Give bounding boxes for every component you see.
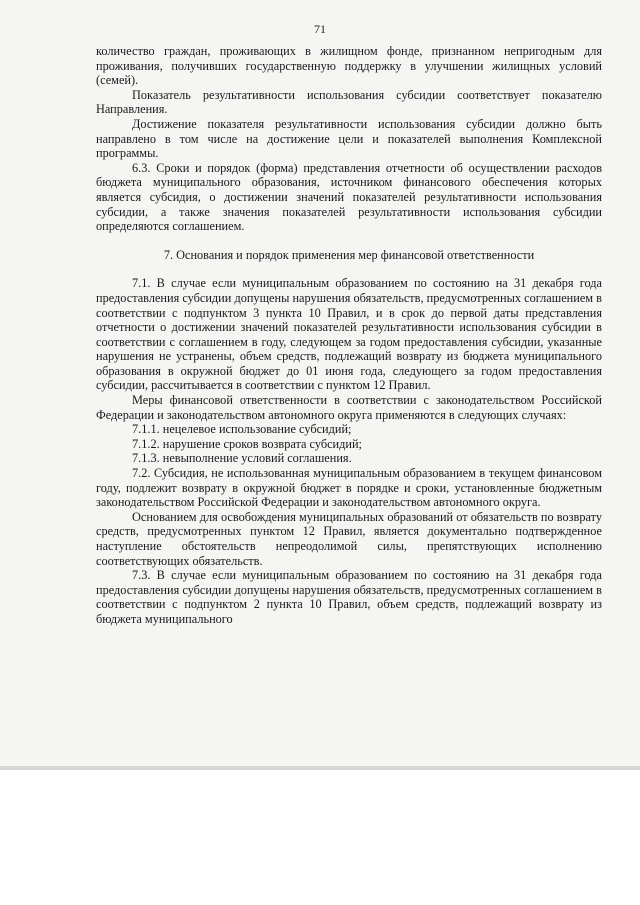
paragraph-achievement: Достижение показателя результативности использования субсидии должно быть направлено в том числе на достижение цели и показателей выполнения Комплексной программы. <box>96 116 602 161</box>
section-heading: 7. Основания и порядок применения мер финансовой ответственности <box>163 247 535 262</box>
paragraph-6-3: 6.3. Сроки и порядок (форма) представления отчетности об осуществлении расходов бюджета муниципального образования, источником финансового обеспечения которых является субсидия, о достижении значений показателей результативности использования субсидии, а также значения показателей результативности использования субсидии определяются соглашением. <box>96 160 602 234</box>
list-item: 7.1.1. нецелевое использование субсидий; <box>132 422 352 437</box>
paragraph-exemption: Основанием для освобождения муниципальных образований от обязательств по возврату средств, предусмотренных пунктом 12 Правил, является документально подтвержденное наступление обстоятельств непреодолимой силы, препятствующих исполнению соответствующих обязательств. <box>96 509 602 568</box>
paragraph-7-2: 7.2. Субсидия, не использованная муниципальным образованием в текущем финансовом году, подлежит возврату в окружной бюджет в порядке и сроки, установленные бюджетным законодательством Российской Федерации и законодательством автономного округа. <box>96 466 602 510</box>
paragraph-indicator: Показатель результативности использования субсидии соответствует показателю Направления. <box>96 87 602 117</box>
list-item: 7.1.2. нарушение сроков возврата субсидий; <box>132 436 362 451</box>
document-body <box>96 44 602 627</box>
page-number: 71 <box>314 22 326 36</box>
paragraph-continuation: количество граждан, проживающих в жилищном фонде, признанном непригодным для проживания, получивших государственную поддержку в улучшении жилищных условий (семей). <box>96 44 602 88</box>
scan-bottom-edge <box>0 766 640 770</box>
paragraph-7-3: 7.3. В случае если муниципальным образованием по состоянию на 31 декабря года предоставления субсидии допущены нарушения обязательств, предусмотренных соглашением в соответствии с подпунктом 2 пункта 10 Правил, объем средств, подлежащий возврату из бюджета муниципального <box>96 568 602 626</box>
paragraph-7-1: 7.1. В случае если муниципальным образованием по состоянию на 31 декабря года предоставления субсидии допущены нарушения обязательств, предусмотренных соглашением в соответствии с подпунктом 3 пункта 10 Правил, и в срок до первой даты представления отчетности о достижении значений показателей результативности использования субсидии в соответствии с соглашением в году, следующем за годом предоставления субсидии, указанные нарушения не устранены, объем средств, подлежащий возврату из бюджета муниципального образования в окружной бюджет до 01 июня года, следующего за годом предоставления субсидии, рассчитывается в соответствии с пунктом 12 Правил. <box>96 276 602 393</box>
list-item: 7.1.3. невыполнение условий соглашения. <box>132 451 352 466</box>
paragraph-measures: Меры финансовой ответственности в соответствии с законодательством Российской Федерации и законодательством автономного округа применяются в следующих случаях: <box>96 393 602 422</box>
